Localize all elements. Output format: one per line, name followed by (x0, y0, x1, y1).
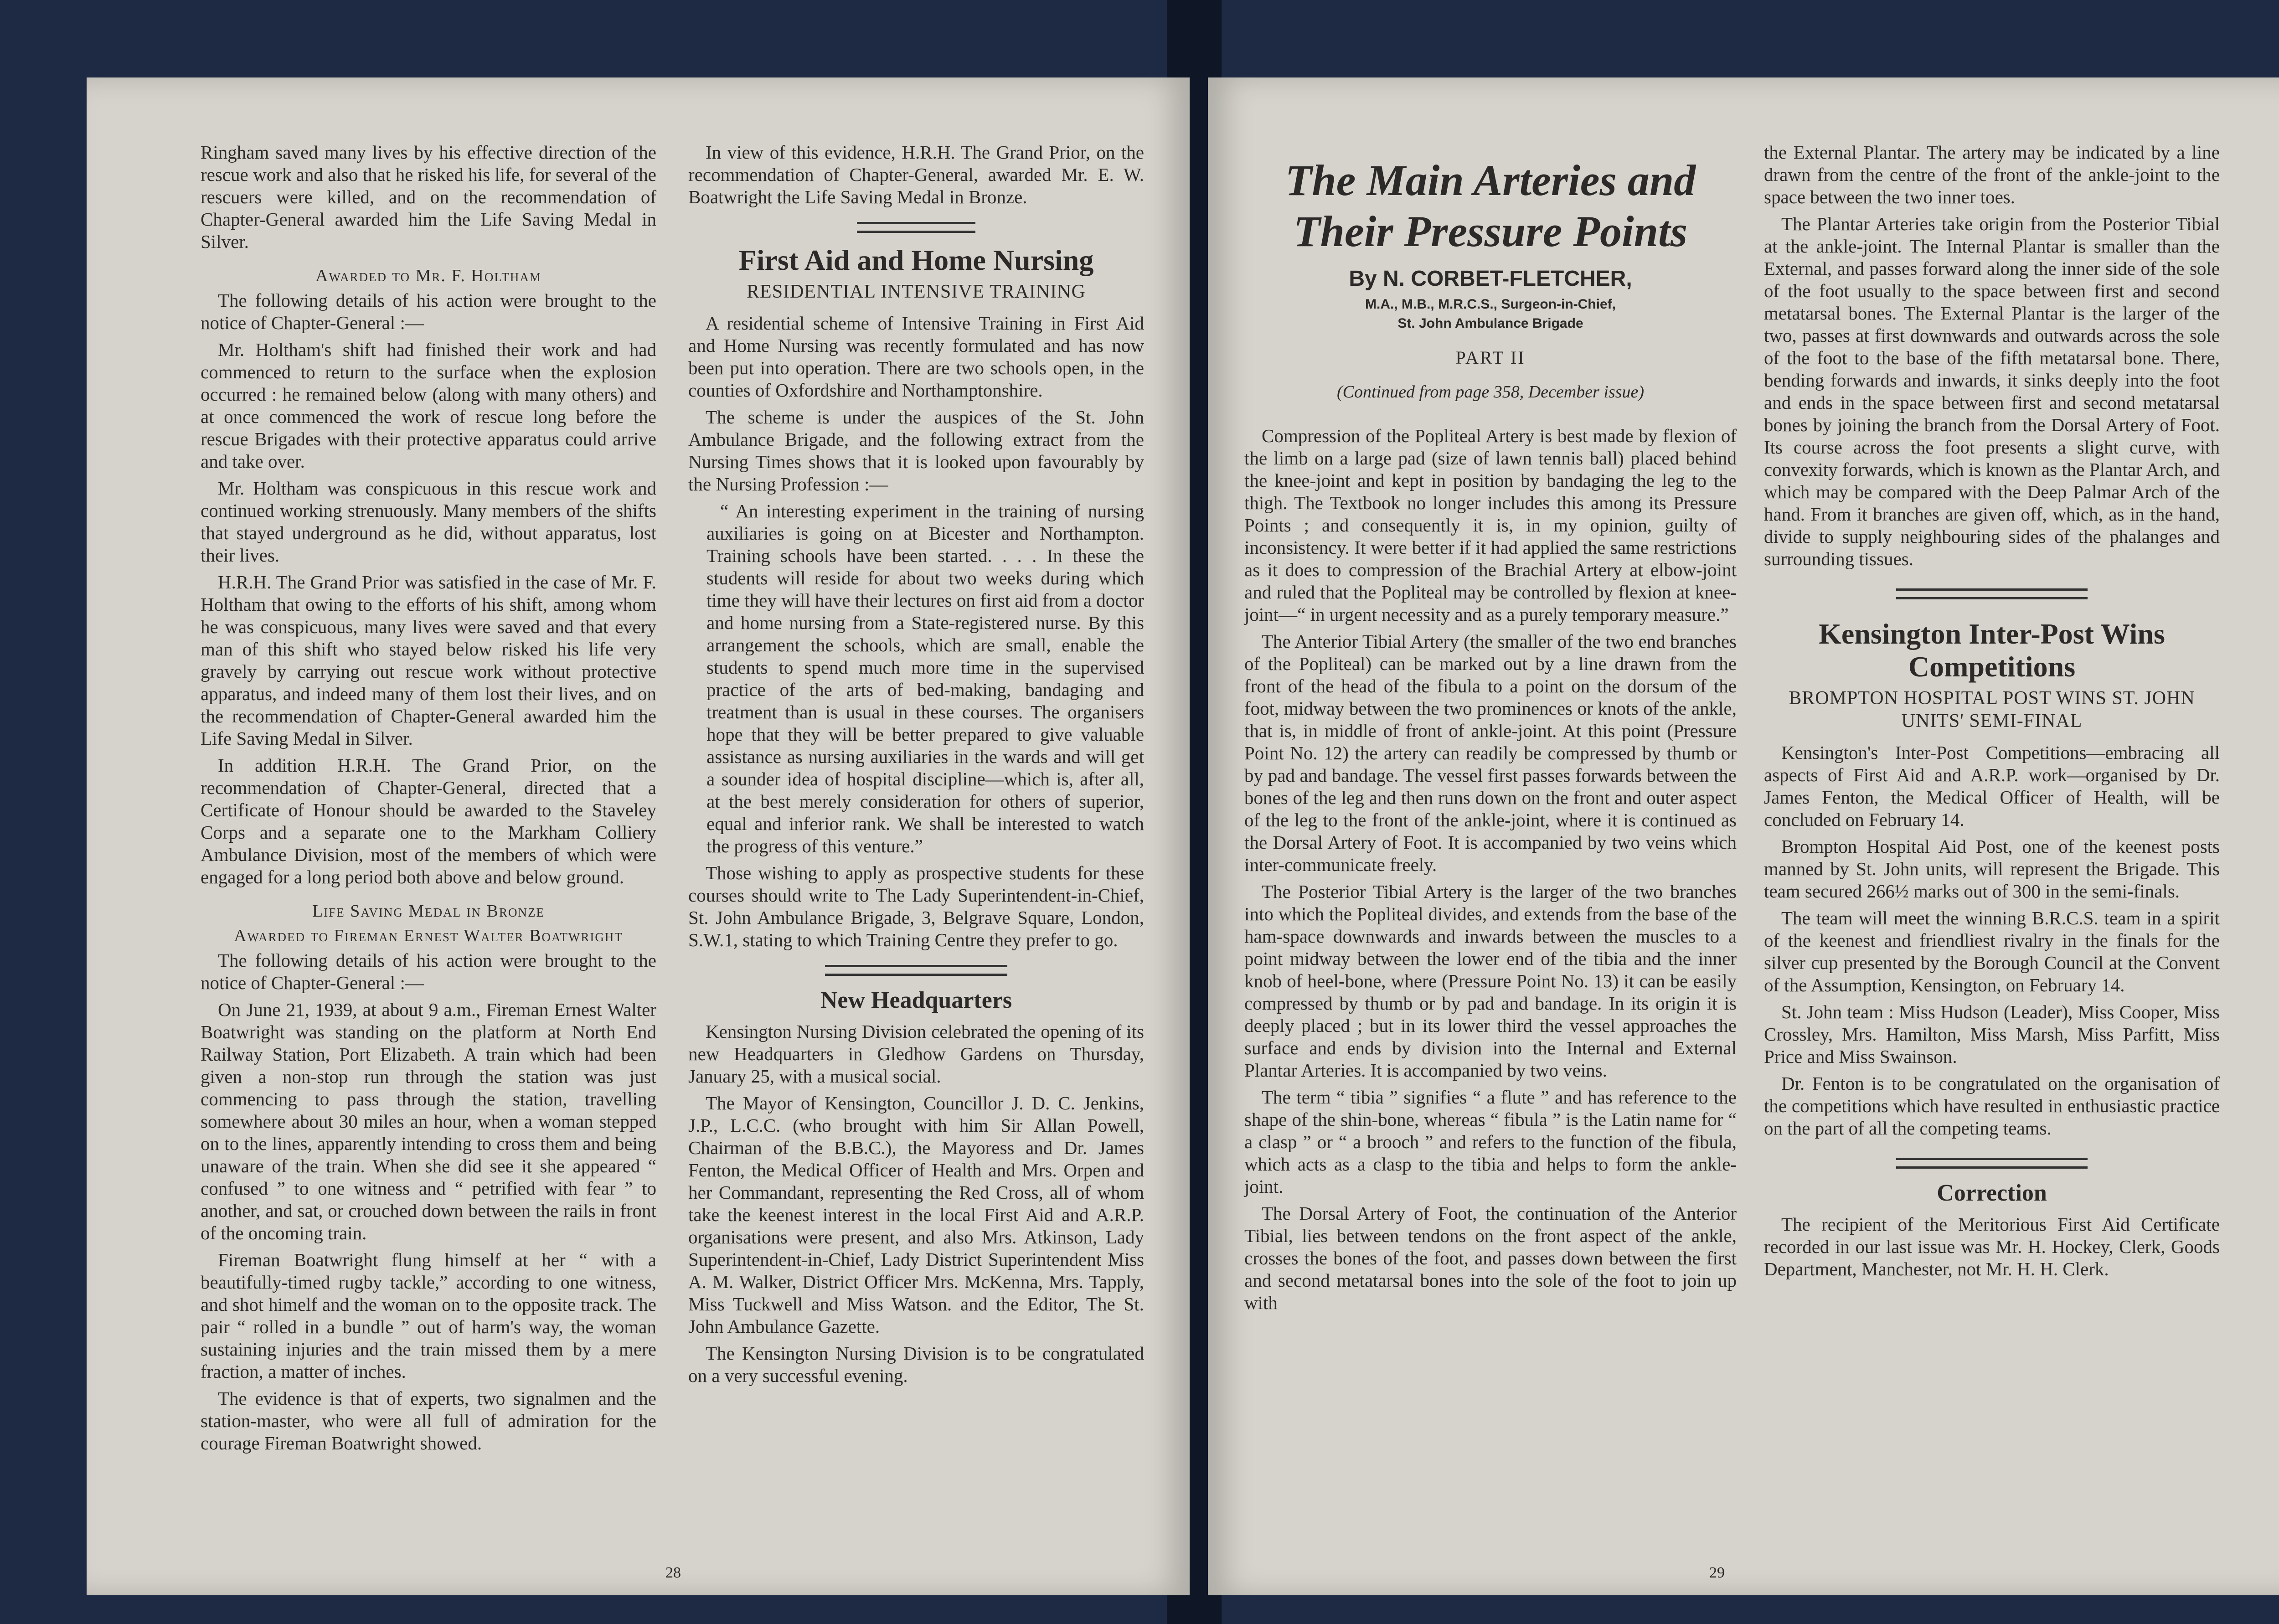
paragraph: In view of this evidence, H.R.H. The Grand Prior, on the recommendation of Chapter-General, awarded Mr. E. W. Boatwright the Life Saving Medal in Bronze. (688, 142, 1144, 207)
double-rule (1896, 588, 2088, 599)
paragraph: The team will meet the winning B.R.C.S. team in a spirit of the keenest and friendliest rivalry in the finals for the silver cup presented by the Borough Council at the Convent of the Assumption, Kensington, on February 14. (1764, 907, 2220, 995)
part-label: PART II (1455, 347, 1526, 368)
paragraph: H.R.H. The Grand Prior was satisfied in the case of Mr. F. Holtham that owing to the efforts of his shift, among whom he was conspicuous, many lives were saved and that every man of this shift who stayed below risked his life very gravely by carrying out rescue work without protective apparatus, and indeed many of them lost their lives, and on the recommendation of Chapter-General awarded him the Life Saving Medal in Silver. (201, 572, 656, 749)
paragraph: The following details of his action were brought to the notice of Chapter-General :— (201, 950, 656, 993)
paragraph: The evidence is that of experts, two signalmen and the station-master, who were all full of admiration for the courage Fireman Boatwright showed. (201, 1388, 656, 1454)
paragraph: Those wishing to apply as prospective students for these courses should write to The Lady Superintendent-in-Chief, St. John Ambulance Brigade, 3, Belgrave Square, London, S.W.1, stating to which Training Centre they prefer to go. (688, 862, 1144, 950)
paragraph: Brompton Hospital Aid Post, one of the keenest posts manned by St. John units, will represent the Brigade. This team secured 266½ marks out of 300 in the semi-finals. (1764, 836, 2220, 902)
paragraph: Kensington Nursing Division celebrated the opening of its new Headquarters in Gledhow Gardens on Thursday, January 25, with a musical social. (688, 1021, 1144, 1087)
paragraph: the External Plantar. The artery may be indicated by a line drawn from the centre of the front of the ankle-joint to the space between the two inner toes. (1764, 142, 2220, 207)
article-heading: Correction (1937, 1180, 2047, 1206)
continued-note: (Continued from page 358, December issue) (1336, 382, 1645, 402)
paragraph: The Plantar Arteries take origin from the Posterior Tibial at the ankle-joint. The Internal Plantar is smaller than the External, and passes forward along the inner side of the sole of the foot usually to the space between first and second metatarsal bones. The External Plantar is the larger of the two, passes at first downwards and outwards across the sole of the foot to the base of the fifth metatarsal bone. There, bending forwards and inwards, it sinks deeply into the foot and ends in the space between first and second metatarsal bones by joining the branch from the Dorsal Artery of Foot. Its course across the foot presents a slight curve, with convexity forwards, which is known as the Plantar Arch, and which may be compared with the Deep Palmar Arch of the hand. From it branches are given off, which, as in the hand, divide to supply neighbouring sides of the phalanges and surrounding tissues. (1764, 213, 2220, 569)
article-title (1244, 155, 1737, 257)
paragraph: The Posterior Tibial Artery is the larger of the two branches into which the Popliteal divides, and extends from the base of the ham-space downwards and inwards between the muscles to a point midway between the lower end of the tibia and the inner knob of heel-bone, where (Pressure Point No. 13) it can be easily compressed by thumb or by pad and bandage. In its origin it is deeply placed ; but in its lower third the vessel approaches the surface and ends by division into the Internal and External Plantar Arteries. It is accompanied by two veins. (1244, 881, 1737, 1081)
right-page-column-2 (1764, 141, 2220, 1285)
page-number: 28 (665, 1564, 681, 1581)
section-heading: Awarded to Fireman Ernest Walter Boatwright (234, 926, 623, 945)
paragraph: On June 21, 1939, at about 9 a.m., Fireman Ernest Walter Boatwright was standing on the platform at North End Railway Station, Port Elizabeth. A train which had been given a non-stop run through the station was just commencing to pass through the station, travelling somewhere about 30 miles an hour, when a woman stepped on to the lines, apparently intending to cross them and being unaware of the train. When she did see it she appeared “ confused ” to one witness and “ petrified with fear ” to another, and sat, or crouched down between the rails in front of the oncoming train. (201, 999, 656, 1243)
paragraph: Dr. Fenton is to be congratulated on the organisation of the competitions which have resulted in enthusiastic practice on the part of all the competing teams. (1764, 1073, 2220, 1139)
right-page (1208, 77, 2279, 1595)
paragraph: Ringham saved many lives by his effective direction of the rescue work and also that he risked his life, for several of the rescuers were killed, and on the recommendation of Chapter-General awarded him the Life Saving Medal in Silver. (201, 142, 656, 252)
byline: By N. CORBET-FLETCHER, (1349, 267, 1632, 291)
article-heading: Kensington Inter-Post Wins Competitions (1819, 618, 2165, 683)
right-page-column-1 (1244, 141, 1737, 1319)
paragraph: The Anterior Tibial Artery (the smaller of the two end branches of the Popliteal) can be marked out by a line drawn from the front of the head of the fibula to a point on the dorsum of the foot, midway between the two prominences or knots of the ankle, that is, in middle of front of ankle-joint. At this point (Pressure Point No. 12) the artery can readily be compressed by thumb or by pad and bandage. The vessel first passes forwards between the bones of the leg and then runs down on the front and outer aspect of the leg to the front of the ankle-joint, where it is continued as the Dorsal Artery of Foot. It is accompanied by two veins which inter-communicate freely. (1244, 631, 1737, 875)
article-heading: First Aid and Home Nursing (738, 244, 1094, 276)
paragraph: The Dorsal Artery of Foot, the continuation of the Anterior Tibial, lies between tendons on the front aspect of the ankle, crosses the bones of the foot, and passes down between the first and second metatarsal bones into the sole of the foot to join up with (1244, 1203, 1737, 1313)
paragraph: The scheme is under the auspices of the St. John Ambulance Brigade, and the following extract from the Nursing Times shows that it is looked upon favourably by the Nursing Profession :— (688, 407, 1144, 495)
paragraph: In addition H.R.H. The Grand Prior, on the recommendation of Chapter-General, directed that a Certificate of Honour should be awarded to the Staveley Corps and a separate one to the Markham Colliery Ambulance Division, most of the members of which were engaged for a long period both above and below ground. (201, 755, 656, 887)
title-line: Their Pressure Points (1293, 207, 1688, 256)
paragraph: Fireman Boatwright flung himself at her “ with a beautifully-timed rugby tackle,” according to one witness, and shot himelf and the woman on to the opposite track. The pair “ rolled in a bundle ” out of harm's way, the woman sustaining injuries and the train missed them by a mere fraction, a matter of inches. (201, 1249, 656, 1382)
double-rule (857, 222, 975, 233)
paragraph: St. John team : Miss Hudson (Leader), Miss Cooper, Miss Crossley, Mrs. Hamilton, Miss Marsh, Miss Parfitt, Miss Price and Miss Swainson. (1764, 1001, 2220, 1067)
paragraph: The following details of his action were brought to the notice of Chapter-General :— (201, 290, 656, 333)
paragraph: Mr. Holtham was conspicuous in this rescue work and continued working strenuously. Many members of the shifts that stayed underground as he did, without apparatus, lost their lives. (201, 478, 656, 566)
title-line: The Main Arteries and (1285, 156, 1696, 205)
credentials-line: M.A., M.B., M.R.C.S., Surgeon-in-Chief, (1365, 297, 1616, 312)
paragraph: Mr. Holtham's shift had finished their work and had commenced to return to the surface when the explosion occurred : he remained below (along with many others) and at once commenced the work of rescue long before the rescue Brigades with their protective apparatus could arrive and take over. (201, 339, 656, 472)
section-heading: Awarded to Mr. F. Holtham (315, 266, 541, 285)
left-page (87, 77, 1190, 1595)
section-heading: Life Saving Medal in Bronze (312, 902, 545, 921)
paragraph: A residential scheme of Intensive Training in First Aid and Home Nursing was recently formulated and has now been put into operation. There are two schools open, in the counties of Oxfordshire and Northamptonshire. (688, 313, 1144, 401)
left-page-column-1 (201, 141, 656, 1459)
paragraph: The Kensington Nursing Division is to be congratulated on a very successful evening. (688, 1343, 1144, 1386)
article-subheading: RESIDENTIAL INTENSIVE TRAINING (747, 281, 1086, 302)
page-number: 29 (1709, 1564, 1725, 1581)
paragraph: Compression of the Popliteal Artery is best made by flexion of the limb on a large pad (size of lawn tennis ball) placed behind the knee-joint and kept in position by bandaging the leg to the thigh. The Textbook no longer includes this among its Pressure Points ; and consequently it is, in my opinion, guilty of inconsistency. It were better if it had applied the same restrictions as it does to compression of the Brachial Artery at elbow-joint and ruled that the Popliteal may be controlled by flexion at knee-joint—“ in urgent necessity and as a purely temporary measure.” (1244, 425, 1737, 625)
paragraph: The term “ tibia ” signifies “ a flute ” and has reference to the shape of the shin-bone, whereas “ fibula ” is the Latin name for “ a clasp ” or “ a brooch ” and refers to the function of the fibula, which acts as a clasp to the tibia and helps to form the ankle-joint. (1244, 1087, 1737, 1197)
paragraph: The recipient of the Meritorious First Aid Certificate recorded in our last issue was Mr. H. Hockey, Clerk, Goods Department, Manchester, not Mr. H. H. Clerk. (1764, 1214, 2220, 1279)
author-credentials (1244, 295, 1737, 333)
paragraph: Kensington's Inter-Post Competitions—embracing all aspects of First Aid and A.R.P. work—organised by Dr. James Fenton, the Medical Officer of Health, will be concluded on February 14. (1764, 742, 2220, 830)
quotation: “ An interesting experiment in the training of nursing auxiliaries is going on at Bicester and Northampton. Training schools have been started. . . . In these the students will reside for about two weeks during which time they will have their lectures on first aid from a doctor and home nursing from a State-registered nurse. By this arrangement the schools, which are small, enable the students to spend much more time in the supervised practice of the arts of bed-making, bandaging and treatment than is usual in these courses. The organisers hope that they will be better prepared to give valuable assistance as nursing auxiliaries in the wards and will get a sounder idea of hospital discipline—which is, after all, at the best merely consideration for others of superior, equal and inferior rank. We shall be interested to watch the progress of this venture.” (706, 500, 1144, 856)
double-rule (825, 965, 1007, 976)
left-page-column-2 (688, 141, 1144, 1392)
credentials-line: St. John Ambulance Brigade (1397, 316, 1583, 331)
double-rule (1896, 1158, 2088, 1169)
article-subheading: BROMPTON HOSPITAL POST WINS ST. JOHN UNITS' SEMI-FINAL (1789, 688, 2195, 732)
article-heading: New Headquarters (820, 987, 1012, 1013)
paragraph: The Mayor of Kensington, Councillor J. D. C. Jenkins, J.P., L.C.C. (who brought with him Sir Allan Powell, Chairman of the B.B.C.), the Mayoress and Dr. James Fenton, the Medical Officer of Health and Mrs. Orpen and her Commandant, representing the Red Cross, all of whom take the keenest interest in the local First Aid and A.R.P. organisations were present, and also Mrs. Atkinson, Lady Superintendent-in-Chief, Lady District Superintendent Miss A. M. Walker, District Officer Mrs. McKenna, Mrs. Tapply, Miss Tuckwell and Miss Watson. and the Editor, The St. John Ambulance Gazette. (688, 1093, 1144, 1337)
